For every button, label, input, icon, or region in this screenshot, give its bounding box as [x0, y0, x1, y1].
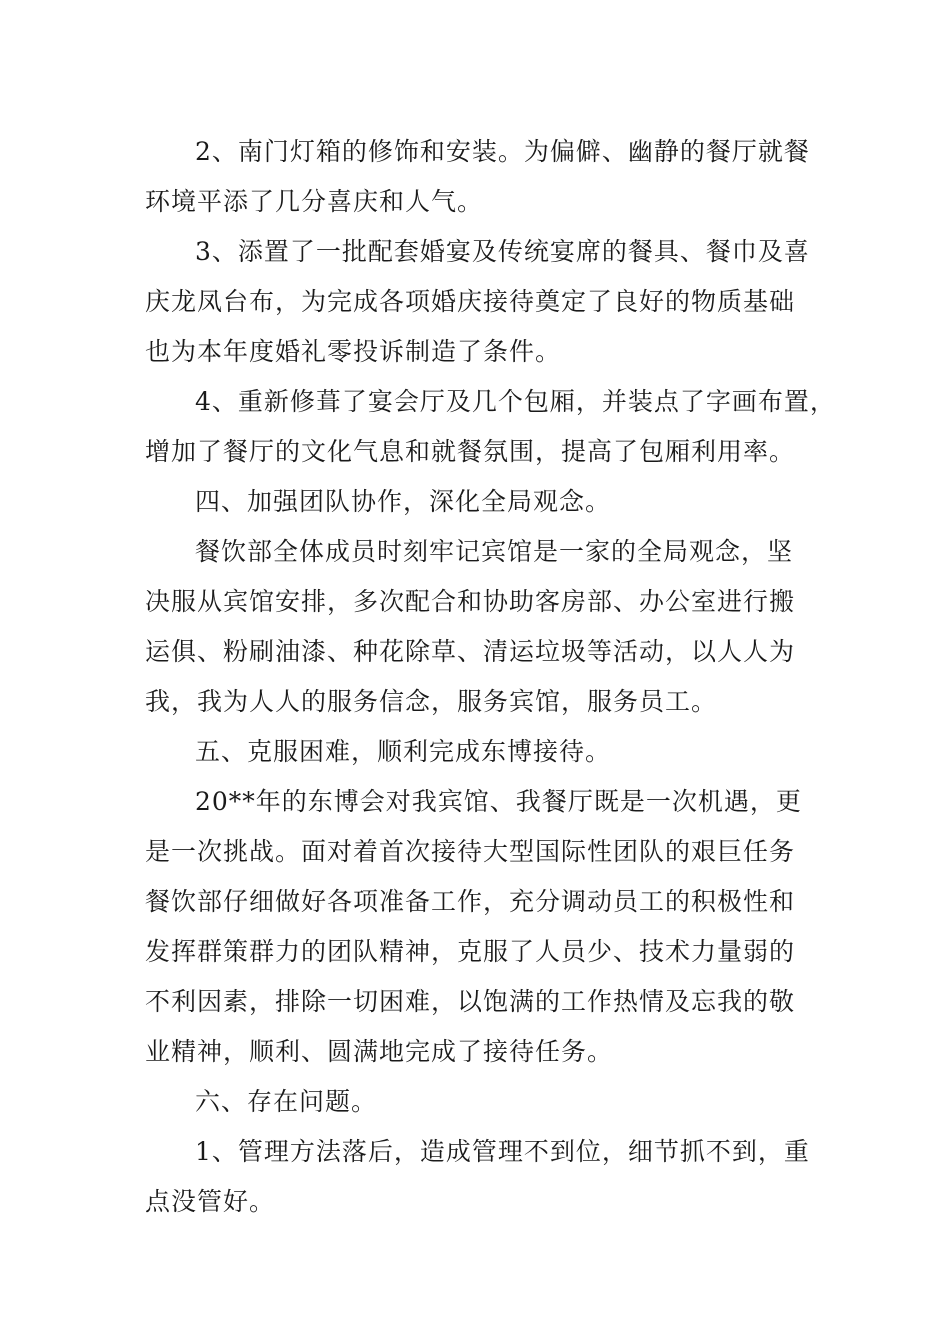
text-line: 业精神，顺利、圆满地完成了接待任务。 [145, 1037, 614, 1066]
paragraph-expo [145, 777, 835, 1077]
text-line: 餐饮部仔细做好各项准备工作，充分调动员工的积极性和 [145, 887, 796, 916]
text-line: 环境平添了几分喜庆和人气。 [145, 187, 484, 216]
text-line: 决服从宾馆安排，多次配合和协助客房部、办公室进行搬 [145, 587, 796, 616]
text-line: 增加了餐厅的文化气息和就餐氛围，提高了包厢利用率。 [145, 437, 796, 466]
paragraph-problem-1 [145, 1127, 835, 1227]
text-line: 1、管理方法落后，造成管理不到位，细节抓不到，重 [195, 1137, 810, 1166]
text-line: 20**年的东博会对我宾馆、我餐厅既是一次机遇，更 [195, 787, 802, 816]
text-line: 庆龙凤台布，为完成各项婚庆接待奠定了良好的物质基础 [145, 287, 796, 316]
text-line: 不利因素，排除一切困难，以饱满的工作热情及忘我的敬 [145, 987, 796, 1016]
text-line: 也为本年度婚礼零投诉制造了条件。 [145, 337, 562, 366]
section-heading-problems [145, 1077, 835, 1127]
paragraph-lamp-box [145, 127, 835, 227]
text-line: 4、重新修葺了宴会厅及几个包厢，并装点了字画布置， [195, 387, 836, 416]
section-heading-teamwork [145, 477, 835, 527]
text-line: 点没管好。 [145, 1187, 276, 1216]
text-line: 3、添置了一批配套婚宴及传统宴席的餐具、餐巾及喜 [195, 237, 810, 266]
text-line: 餐饮部全体成员时刻牢记宾馆是一家的全局观念，坚 [195, 537, 794, 566]
text-line: 2、南门灯箱的修饰和安装。为偏僻、幽静的餐厅就餐 [195, 137, 810, 166]
text-line: 我，我为人人的服务信念，服务宾馆，服务员工。 [145, 687, 718, 716]
paragraph-tableware [145, 227, 835, 377]
paragraph-teamwork [145, 527, 835, 727]
text-line: 发挥群策群力的团队精神，克服了人员少、技术力量弱的 [145, 937, 796, 966]
paragraph-banquet-hall [145, 377, 835, 477]
text-line: 是一次挑战。面对着首次接待大型国际性团队的艰巨任务 [145, 837, 796, 866]
text-line: 运俱、粉刷油漆、种花除草、清运垃圾等活动，以人人为 [145, 637, 796, 666]
text-line: 四、加强团队协作，深化全局观念。 [195, 487, 612, 516]
text-line: 六、存在问题。 [195, 1087, 378, 1116]
document-body [145, 127, 835, 1227]
text-line: 五、克服困难，顺利完成东博接待。 [195, 737, 612, 766]
section-heading-expo [145, 727, 835, 777]
